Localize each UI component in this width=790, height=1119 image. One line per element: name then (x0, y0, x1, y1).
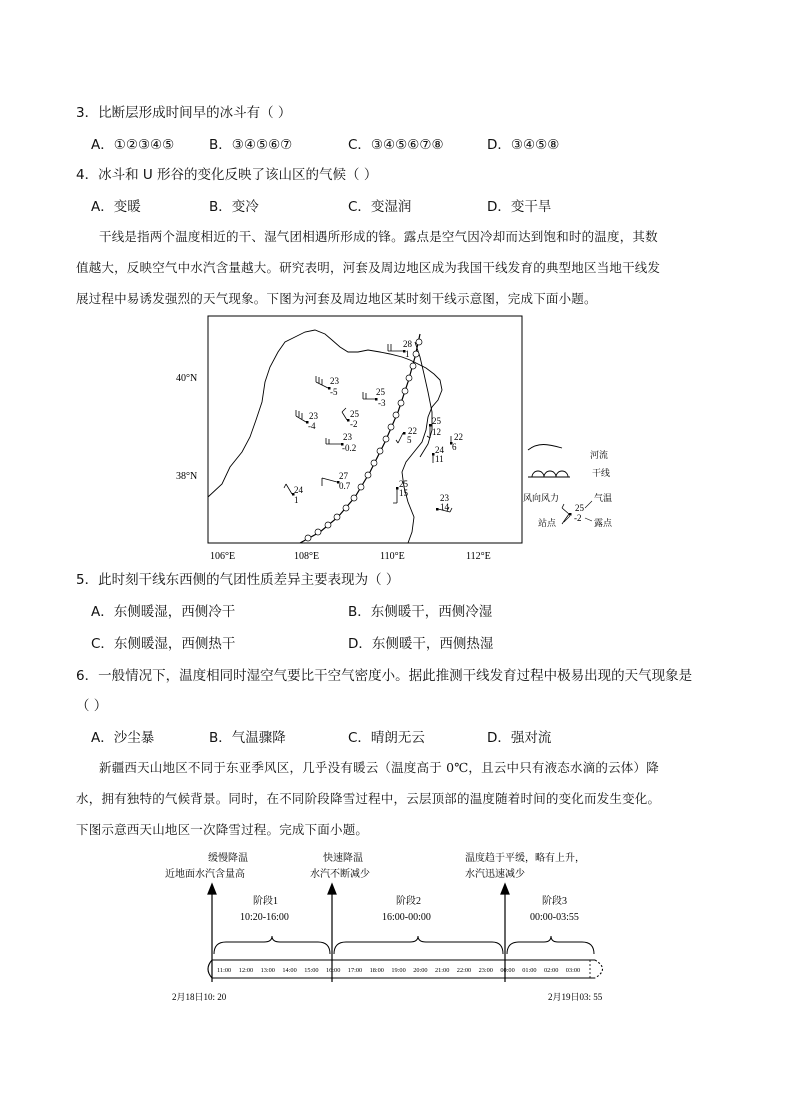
hour-tick-label: 21:00 (435, 967, 450, 974)
note-1-line2: 近地面水汽含量高 (165, 869, 245, 880)
dryline-scallops (305, 339, 422, 541)
svg-text:14: 14 (440, 502, 449, 512)
stage-2-name: 阶段2 (396, 896, 421, 907)
river (415, 342, 432, 457)
q3-stem: 3．比断层形成时间早的冰斗有（ ） (76, 105, 292, 121)
hour-tick-label: 12:00 (238, 967, 254, 974)
q6-stem: 6．一般情况下，温度相同时湿空气要比干空气密度小。据此推测干线发育过程中极易出现的天气现象是 (76, 668, 693, 684)
note-3-line1: 温度趋于平缓，略有上升， (465, 853, 585, 864)
q4-option-c[interactable]: C．变湿润 (348, 199, 412, 215)
dryline-map (170, 312, 630, 572)
q5-option-a[interactable]: A．东侧暖湿，西侧冷干 (91, 604, 236, 620)
hour-tick-label: 14:00 (282, 967, 297, 974)
stage-1-time: 10:20-16:00 (240, 912, 289, 923)
q3-option-d[interactable]: D．③④⑤⑧ (487, 137, 560, 153)
hour-tick-label: 20:00 (413, 967, 428, 974)
legend-river-label: 河流 (590, 450, 609, 460)
station-5 (342, 408, 360, 429)
hour-tick-label: 03:00 (565, 967, 581, 974)
q4-option-d[interactable]: D．变干旱 (487, 199, 552, 215)
legend-station-icon (569, 513, 572, 516)
hour-tick-label: 23:00 (478, 967, 493, 974)
svg-text:24: 24 (294, 485, 303, 495)
hour-tick-label: 13:00 (260, 967, 275, 974)
station-4 (296, 410, 319, 431)
legend-dryline-label: 干线 (592, 468, 611, 478)
lon-label-108: 108°E (294, 551, 320, 562)
hour-tick-label: 18:00 (369, 967, 384, 974)
note-2-line1: 快速降温 (323, 853, 363, 864)
note-1-line1: 缓慢降温 (208, 853, 248, 864)
svg-text:23: 23 (343, 432, 352, 442)
q6-option-c[interactable]: C．晴朗无云 (348, 730, 425, 746)
svg-text:-2: -2 (350, 419, 358, 429)
svg-text:6: 6 (452, 442, 457, 452)
legend-river-icon (528, 445, 562, 451)
stage-3-name: 阶段3 (542, 896, 567, 907)
q6-option-b[interactable]: B．气温骤降 (209, 730, 286, 746)
svg-text:28: 28 (403, 339, 412, 349)
svg-text:-5: -5 (330, 387, 338, 397)
q4-option-b[interactable]: B．变冷 (209, 199, 259, 215)
lon-label-112: 112°E (466, 551, 491, 562)
q3-option-a[interactable]: A．①②③④⑤ (91, 137, 175, 153)
svg-text:25: 25 (432, 416, 441, 426)
legend-wind-icon (562, 504, 569, 524)
passage1-line2: 值越大，反映空气中水汽含量越大。研究表明，河套及周边地区成为我国干线发育的典型地区当地干线发 (76, 260, 661, 275)
svg-text:-0.2: -0.2 (342, 443, 357, 453)
q5-option-c[interactable]: C．东侧暖湿，西侧热干 (91, 636, 236, 652)
stage-3-time: 00:00-03:55 (530, 912, 579, 923)
station-2 (316, 376, 340, 397)
passage1-line1: 干线是指两个温度相近的干、湿气团相遇所形成的锋。露点是空气因冷却而达到饱和时的温度，其数 (99, 229, 658, 244)
dryline (300, 334, 420, 543)
q5-option-b[interactable]: B．东侧暖干，西侧冷湿 (348, 604, 493, 620)
hour-tick-label: 22:00 (456, 967, 472, 974)
stage-2-time: 16:00-00:00 (382, 912, 431, 923)
snowfall-timeline (160, 842, 620, 1007)
map-frame (208, 316, 522, 543)
svg-text:1: 1 (405, 349, 410, 359)
stage-1-name: 阶段1 (253, 896, 278, 907)
svg-text:5: 5 (407, 435, 412, 445)
q3-option-c[interactable]: C．③④⑤⑥⑦⑧ (348, 137, 444, 153)
svg-text:-3: -3 (378, 398, 386, 408)
station-3 (363, 387, 386, 408)
stage-braces (214, 936, 594, 954)
station-9 (396, 426, 417, 445)
svg-text:23: 23 (330, 376, 339, 386)
q5-option-d[interactable]: D．东侧暖干，西侧热湿 (348, 636, 494, 652)
legend-station-label: 站点 (538, 518, 557, 528)
station-8 (284, 484, 304, 505)
q6-option-d[interactable]: D．强对流 (487, 730, 552, 746)
hour-tick-label: 02:00 (544, 967, 559, 974)
hour-tick-label: 16:00 (326, 967, 341, 974)
timeline-start-label: 2月18日10: 20 (172, 992, 227, 1002)
svg-text:27: 27 (339, 471, 348, 481)
passage2-line1: 新疆西天山地区不同于东亚季风区，几乎没有暖云（温度高于 0℃，且云中只有液态水滴的云体）降 (99, 760, 659, 775)
timeline-bar-end (595, 960, 603, 978)
svg-text:23: 23 (440, 493, 449, 503)
station-13 (393, 479, 409, 503)
lon-label-110: 110°E (380, 551, 405, 562)
svg-text:25: 25 (399, 479, 408, 489)
svg-text:22: 22 (408, 426, 417, 436)
station-1 (388, 339, 413, 359)
station-7 (322, 471, 351, 491)
lon-label-106: 106°E (210, 551, 236, 562)
legend-temp-label: 气温 (594, 493, 613, 503)
q6-stem-cont: （ ） (76, 698, 108, 714)
legend-sample-dew: -2 (574, 513, 582, 523)
station-6 (326, 432, 356, 453)
svg-text:0.7: 0.7 (339, 481, 351, 491)
legend-wind-label: 风向风力 (523, 493, 560, 503)
hour-tick-label: 00:00 (500, 967, 515, 974)
note-3-line2: 水汽迅速减少 (465, 869, 525, 880)
svg-text:25: 25 (376, 387, 385, 397)
passage2-line3: 下图示意西天山地区一次降雪过程。完成下面小题。 (76, 822, 369, 837)
q4-stem: 4．冰斗和 U 形谷的变化反映了该山区的气候（ ） (76, 167, 378, 183)
svg-text:11: 11 (435, 454, 444, 464)
legend-sample-temp: 25 (575, 503, 584, 513)
hour-tick-label: 19:00 (391, 967, 406, 974)
legend-dew-label: 露点 (594, 518, 613, 528)
svg-text:12: 12 (432, 427, 441, 437)
hour-tick-label: 17:00 (347, 967, 363, 974)
lat-label-40: 40°N (176, 373, 198, 384)
svg-text:-4: -4 (308, 421, 316, 431)
legend-dryline-icon (528, 471, 570, 477)
svg-text:23: 23 (309, 411, 318, 421)
svg-text:25: 25 (350, 409, 359, 419)
q6-option-a[interactable]: A．沙尘暴 (91, 730, 155, 746)
hour-ticks (217, 967, 580, 974)
q3-option-b[interactable]: B．③④⑤⑥⑦ (209, 137, 293, 153)
station-10 (427, 416, 442, 438)
passage2-line2: 水，拥有独特的气候背景。同时，在不同阶段降雪过程中，云层顶部的温度随着时间的变化而发生变化。 (76, 791, 661, 806)
passage1-line3: 展过程中易诱发强烈的天气现象。下图为河套及周边地区某时刻干线示意图，完成下面小题。 (76, 291, 597, 306)
q4-option-a[interactable]: A．变暖 (91, 199, 141, 215)
svg-text:1: 1 (294, 495, 299, 505)
station-11 (450, 432, 463, 452)
q5-stem: 5．此时刻干线东西侧的气团性质差异主要表现为（ ） (76, 572, 400, 588)
hour-tick-label: 11:00 (217, 967, 232, 974)
svg-text:15: 15 (399, 488, 408, 498)
hour-tick-label: 01:00 (522, 967, 537, 974)
timeline-end-label: 2月19日03: 55 (548, 992, 603, 1002)
svg-text:24: 24 (435, 445, 444, 455)
hour-tick-label: 15:00 (304, 967, 319, 974)
station-14 (436, 493, 452, 512)
lat-label-38: 38°N (176, 471, 198, 482)
svg-text:22: 22 (454, 432, 463, 442)
note-2-line2: 水汽不断减少 (310, 869, 370, 880)
station-12 (432, 445, 445, 464)
